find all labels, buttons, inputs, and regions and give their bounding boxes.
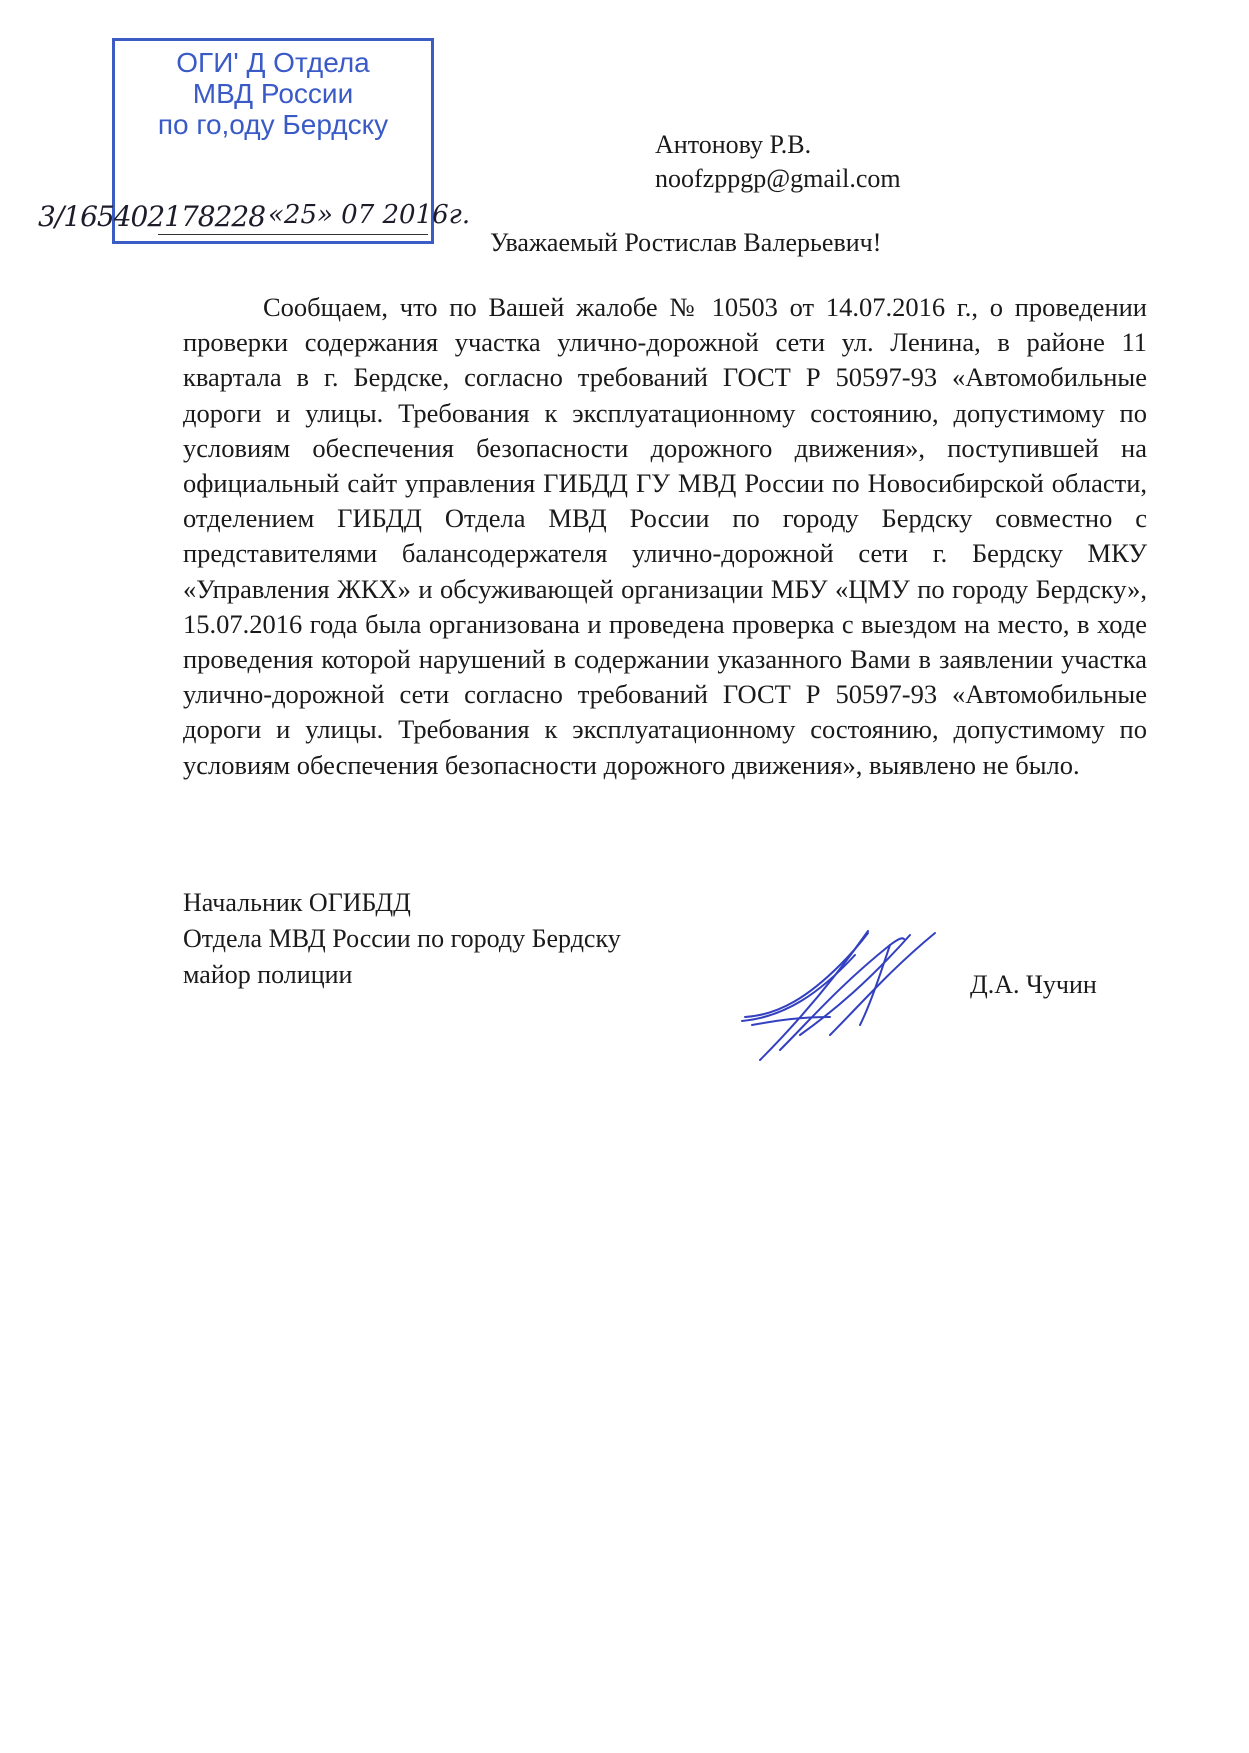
registration-underline: [158, 234, 428, 235]
addressee-name: Антонову Р.В.: [655, 130, 812, 159]
signatory-position-line-2: Отдела МВД России по городу Бердску: [183, 924, 621, 953]
letter-body: Сообщаем, что по Вашей жалобе № 10503 от 14.07.2016 г., о проведении проверки содержания участка улично-дорожной сети ул. Ленина, в районе 11 квартала в г. Бердске, согласно требований ГОСТ Р 50597-93 «Автомобильные дороги и улицы. Требования к эксплуатационному состоянию, допустимому по условиям обеспечения безопасности дорожного движения», поступившей на официальный сайт управления ГИБДД ГУ МВД России по Новосибирской области, отделением ГИБДД Отдела МВД России по городу Бердску совместно с представителями балансодержателя улично-дорожной сети г. Бердску МКУ «Управления ЖКХ» и обсуживающей организации МБУ «ЦМУ по городу Бердску», 15.07.2016 года была организована и проведена проверка с выездом на место, в ходе проведения которой нарушений в содержании указанного Вами в заявлении участка улично-дорожной сети согласно требований ГОСТ Р 50597-93 «Автомобильные дороги и улицы. Требования к эксплуатационному состоянию, допустимому по условиям обеспечения безопасности дорожного движения», выявлено не было.: [183, 292, 1147, 780]
signatory-block: [183, 885, 621, 993]
stamp-line-3: по го,оду Бердску: [157, 109, 389, 140]
handwritten-signature: [740, 925, 940, 1065]
addressee-email: noofzppgp@gmail.com: [655, 164, 901, 193]
salutation: Уважаемый Ростислав Валерьевич!: [490, 228, 882, 257]
registration-number: 3/165402178228: [38, 200, 266, 233]
addressee-block: [655, 128, 901, 196]
stamp-line-2: МВД России: [192, 78, 354, 109]
registration-date: «25» 07 2016г.: [268, 200, 471, 230]
signatory-position-line-1: Начальник ОГИБДД: [183, 888, 411, 917]
stamp-text: [115, 47, 431, 140]
stamp-line-1: ОГИ' Д Отдела: [176, 47, 370, 78]
signatory-name: Д.А. Чучин: [970, 970, 1097, 999]
signatory-rank: майор полиции: [183, 960, 353, 989]
registration-entry: [38, 200, 471, 244]
